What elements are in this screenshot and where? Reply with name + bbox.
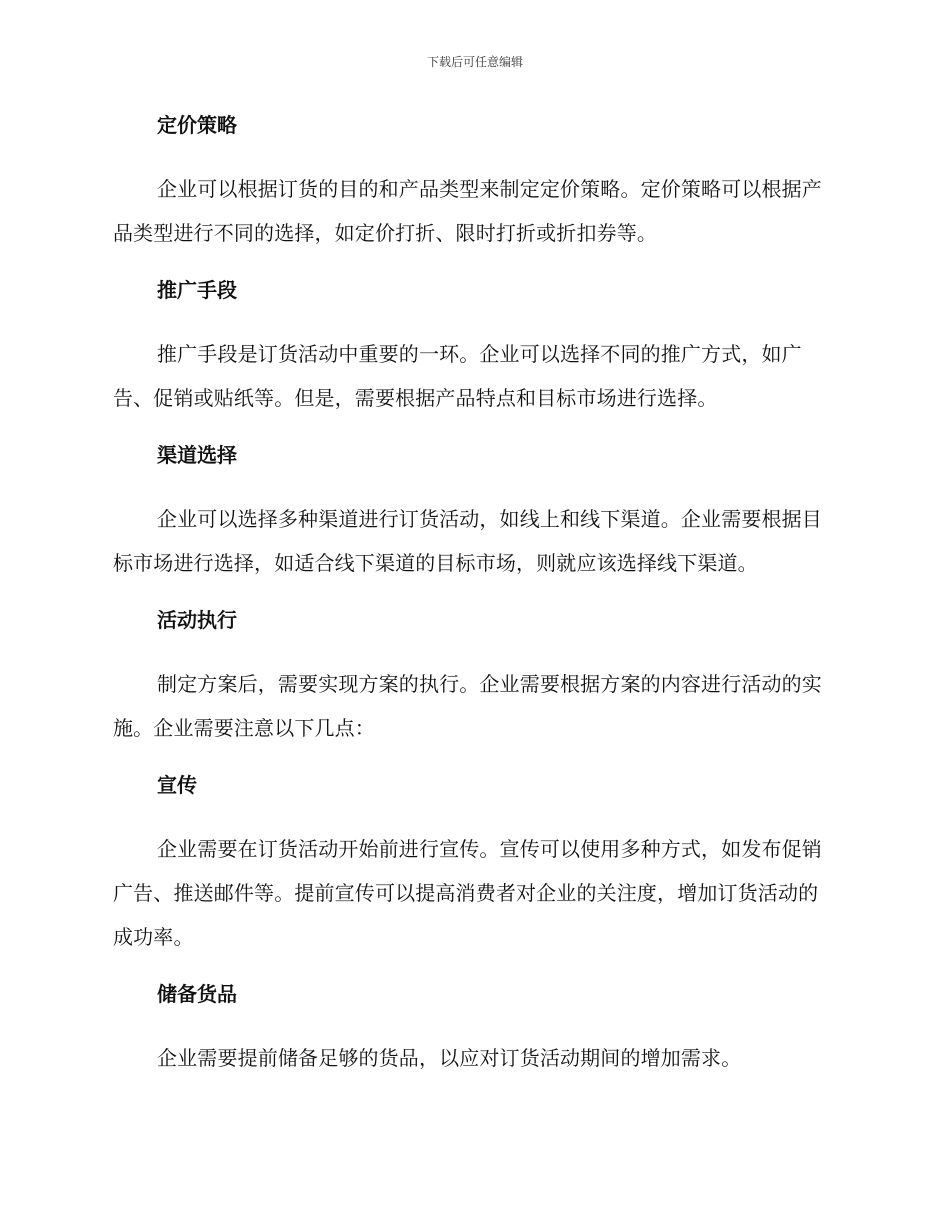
- document-body: [113, 110, 833, 1080]
- section-heading: 定价策略: [157, 113, 237, 137]
- section-heading: 活动执行: [157, 608, 237, 632]
- section-heading: 储备货品: [157, 982, 237, 1006]
- section-heading: 渠道选择: [157, 443, 237, 467]
- section-paragraph: 制定方案后，需要实现方案的执行。企业需要根据方案的内容进行活动的实施。企业需要注意以下几点：: [113, 672, 822, 740]
- section-paragraph: 企业需要提前储备足够的货品，以应对订货活动期间的增加需求。: [157, 1046, 742, 1070]
- section-stock-reserve: [113, 979, 833, 1080]
- section-pricing-strategy: [113, 110, 833, 275]
- section-heading: 宣传: [157, 773, 197, 797]
- section-activity-execution: [113, 605, 833, 770]
- section-channel-selection: [113, 440, 833, 605]
- section-paragraph: 企业可以选择多种渠道进行订货活动，如线上和线下渠道。企业需要根据目标市场进行选择，如适合线下渠道的目标市场，则就应该选择线下渠道。: [113, 507, 822, 575]
- page-header: 下载后可任意编辑: [426, 55, 523, 69]
- section-heading: 推广手段: [157, 278, 237, 302]
- section-promotion-means: [113, 275, 833, 440]
- section-publicity: [113, 770, 833, 979]
- section-paragraph: 企业需要在订货活动开始前进行宣传。宣传可以使用多种方式，如发布促销广告、推送邮件等。提前宣传可以提高消费者对企业的关注度，增加订货活动的成功率。: [113, 837, 822, 949]
- section-paragraph: 推广手段是订货活动中重要的一环。企业可以选择不同的推广方式，如广告、促销或贴纸等。但是，需要根据产品特点和目标市场进行选择。: [113, 342, 802, 410]
- section-paragraph: 企业可以根据订货的目的和产品类型来制定定价策略。定价策略可以根据产品类型进行不同的选择，如定价打折、限时打折或折扣券等。: [113, 177, 822, 245]
